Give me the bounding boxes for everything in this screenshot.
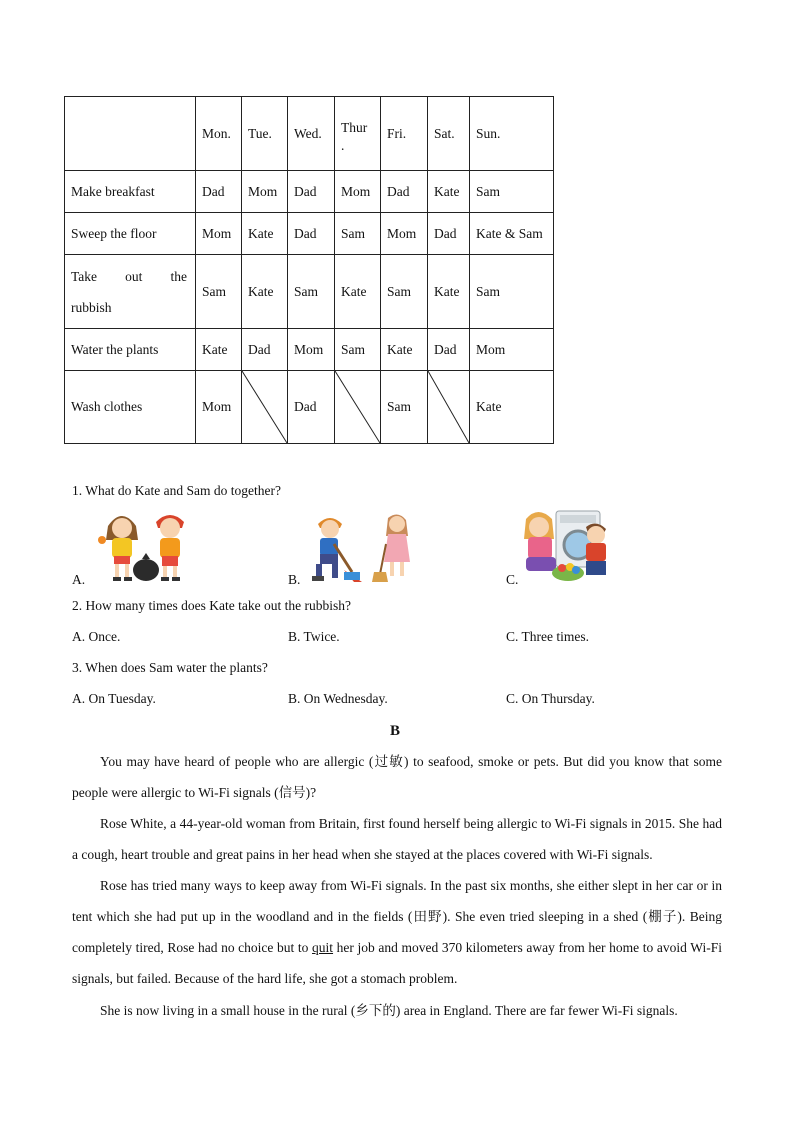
table-cell: Mom xyxy=(242,171,288,213)
table-row xyxy=(65,171,554,213)
diagonal-slash-icon xyxy=(428,371,469,443)
table-cell: Mom xyxy=(335,171,381,213)
underlined-word-quit: quit xyxy=(312,940,334,955)
empty-slash-cell xyxy=(242,371,288,444)
table-cell: Dad xyxy=(288,171,335,213)
diagonal-slash-icon xyxy=(335,371,380,443)
table-cell: Mom xyxy=(196,371,242,444)
option-1c: C. xyxy=(506,572,519,587)
table-cell: Dad xyxy=(381,171,428,213)
table-cell: Mom xyxy=(470,329,554,371)
table-cell: Sam xyxy=(381,371,428,444)
table-row xyxy=(65,371,554,444)
header-day: Fri. xyxy=(381,97,428,171)
header-day-label: Thur xyxy=(341,119,368,135)
table-cell: Sam xyxy=(470,171,554,213)
option-2c: C. Three times. xyxy=(506,629,589,644)
header-day-dot: . xyxy=(341,137,345,153)
table-row xyxy=(65,213,554,255)
table-cell: Dad xyxy=(288,371,335,444)
table-cell: Sam xyxy=(470,255,554,329)
table-cell: Kate xyxy=(196,329,242,371)
diagonal-slash-icon xyxy=(242,371,287,443)
task-label-line: Take out the xyxy=(71,268,187,284)
question-3: 3. When does Sam water the plants? xyxy=(72,660,268,675)
task-label xyxy=(65,255,196,329)
header-day: Tue. xyxy=(242,97,288,171)
kids-taking-out-rubbish-illustration xyxy=(94,506,198,586)
kids-washing-clothes-illustration xyxy=(520,505,612,587)
table-cell: Kate xyxy=(242,213,288,255)
table-cell: Kate xyxy=(428,171,470,213)
table-cell: Kate xyxy=(470,371,554,444)
task-label: Water the plants xyxy=(65,329,196,371)
option-3c: C. On Thursday. xyxy=(506,691,595,706)
header-day: Wed. xyxy=(288,97,335,171)
table-cell: Kate xyxy=(335,255,381,329)
option-1b: B. xyxy=(288,572,301,587)
header-day: Sat. xyxy=(428,97,470,171)
table-cell: Sam xyxy=(288,255,335,329)
question-1: 1. What do Kate and Sam do together? xyxy=(72,483,281,498)
table-cell: Sam xyxy=(196,255,242,329)
empty-slash-cell xyxy=(428,371,470,444)
table-cell: Kate xyxy=(428,255,470,329)
task-label-line: rubbish xyxy=(71,299,112,315)
option-3a: A. On Tuesday. xyxy=(72,691,156,706)
header-day: Mon. xyxy=(196,97,242,171)
table-cell: Sam xyxy=(381,255,428,329)
chores-table xyxy=(64,96,554,444)
header-day-thur xyxy=(335,97,381,171)
header-day: Sun. xyxy=(470,97,554,171)
paragraph-4: She is now living in a small house in the rural (乡下的) area in England. There are far fewer Wi-Fi signals. xyxy=(100,1003,678,1018)
paragraph-1: You may have heard of people who are allergic (过敏) to seafood, smoke or pets. But did you know that some people were allergic to Wi-Fi signals (信号)? xyxy=(72,754,722,800)
option-1a: A. xyxy=(72,572,86,587)
option-2a: A. Once. xyxy=(72,629,121,644)
table-cell: Kate & Sam xyxy=(470,213,554,255)
kids-sweeping-floor-illustration xyxy=(304,510,414,586)
question-2: 2. How many times does Kate take out the rubbish? xyxy=(72,598,351,613)
paragraph-3 xyxy=(72,870,722,994)
table-cell: Mom xyxy=(288,329,335,371)
table-cell: Dad xyxy=(196,171,242,213)
task-label: Wash clothes xyxy=(65,371,196,444)
paragraph-2: Rose White, a 44-year-old woman from Britain, first found herself being allergic to Wi-Fi signals in 2015. She had a cough, heart trouble and great pains in her head when she stayed at the places covered with Wi-Fi signals. xyxy=(72,816,722,862)
table-row xyxy=(65,329,554,371)
table-cell: Dad xyxy=(288,213,335,255)
header-empty-cell xyxy=(65,97,196,171)
table-cell: Dad xyxy=(428,213,470,255)
table-cell: Sam xyxy=(335,329,381,371)
table-cell: Dad xyxy=(428,329,470,371)
table-header-row xyxy=(65,97,554,171)
table-cell: Mom xyxy=(196,213,242,255)
table-cell: Kate xyxy=(242,255,288,329)
option-2b: B. Twice. xyxy=(288,629,340,644)
table-cell: Mom xyxy=(381,213,428,255)
table-cell: Dad xyxy=(242,329,288,371)
table-cell: Kate xyxy=(381,329,428,371)
table-row xyxy=(65,255,554,329)
section-heading: B xyxy=(390,723,401,739)
empty-slash-cell xyxy=(335,371,381,444)
option-3b: B. On Wednesday. xyxy=(288,691,388,706)
paragraph-3-end: her job and moved 370 kilometers away from her home to avoid Wi-Fi signals, but failed. Because of the hard life, she got a stomach problem. xyxy=(72,940,722,986)
table-cell: Sam xyxy=(335,213,381,255)
paragraph-3-start: Rose has tried many ways to keep away from Wi-Fi signals. In the past six months, she either slept in her car or in tent which she had put up in the woodland and in the fields (田野). She even tried sleeping in a shed (棚子). Being completely tired, Rose had no choice but to xyxy=(72,878,722,955)
task-label: Make breakfast xyxy=(65,171,196,213)
task-label: Sweep the floor xyxy=(65,213,196,255)
